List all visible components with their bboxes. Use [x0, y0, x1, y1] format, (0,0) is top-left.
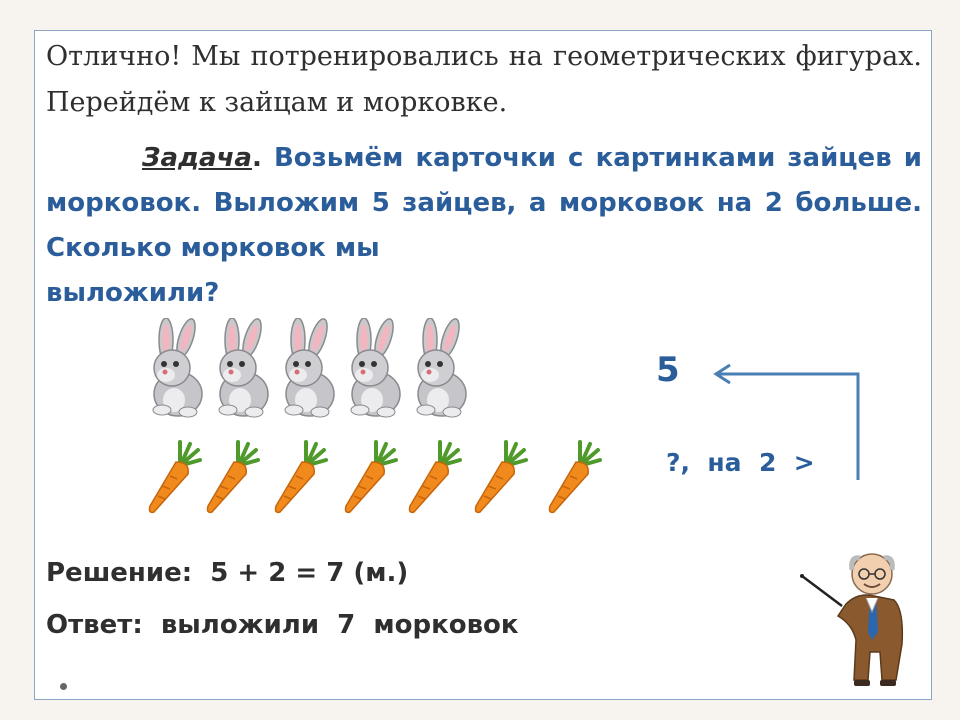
carrot-icon	[342, 440, 398, 516]
carrot-icon	[546, 440, 602, 516]
solution-line: Решение: 5 + 2 = 7 (м.)	[46, 558, 409, 588]
task-body-last: выложили?	[46, 278, 220, 308]
task-text	[46, 136, 922, 316]
intro-text: Отлично! Мы потренировались на геометрических фигурах. Перейдём к зайцам и морковке.	[46, 41, 922, 118]
hare-icon	[408, 318, 474, 418]
carrot-icon	[146, 440, 202, 516]
task-label: Задача	[142, 143, 252, 173]
carrot-icon	[272, 440, 328, 516]
carrots-row	[146, 440, 606, 516]
task-body: Возьмём карточки с картинками зайцев и морковок. Выложим 5 зайцев, а морковок на 2 больше. Сколько морковок мы	[46, 143, 922, 263]
answer-line: Ответ: выложили 7 морковок	[46, 610, 519, 640]
hare-icon	[342, 318, 408, 418]
carrot-icon	[204, 440, 260, 516]
hare-icon	[144, 318, 210, 418]
carrot-icon	[472, 440, 528, 516]
task-label-dot: .	[251, 143, 262, 173]
bullet-marker	[60, 683, 67, 690]
carrots-question-label: ?, на 2 >	[666, 448, 815, 477]
hares-value: 5	[656, 350, 680, 390]
hares-row	[144, 318, 474, 420]
teacher-pointer-icon	[798, 540, 918, 690]
hare-icon	[276, 318, 342, 418]
hare-icon	[210, 318, 276, 418]
carrot-icon	[406, 440, 462, 516]
